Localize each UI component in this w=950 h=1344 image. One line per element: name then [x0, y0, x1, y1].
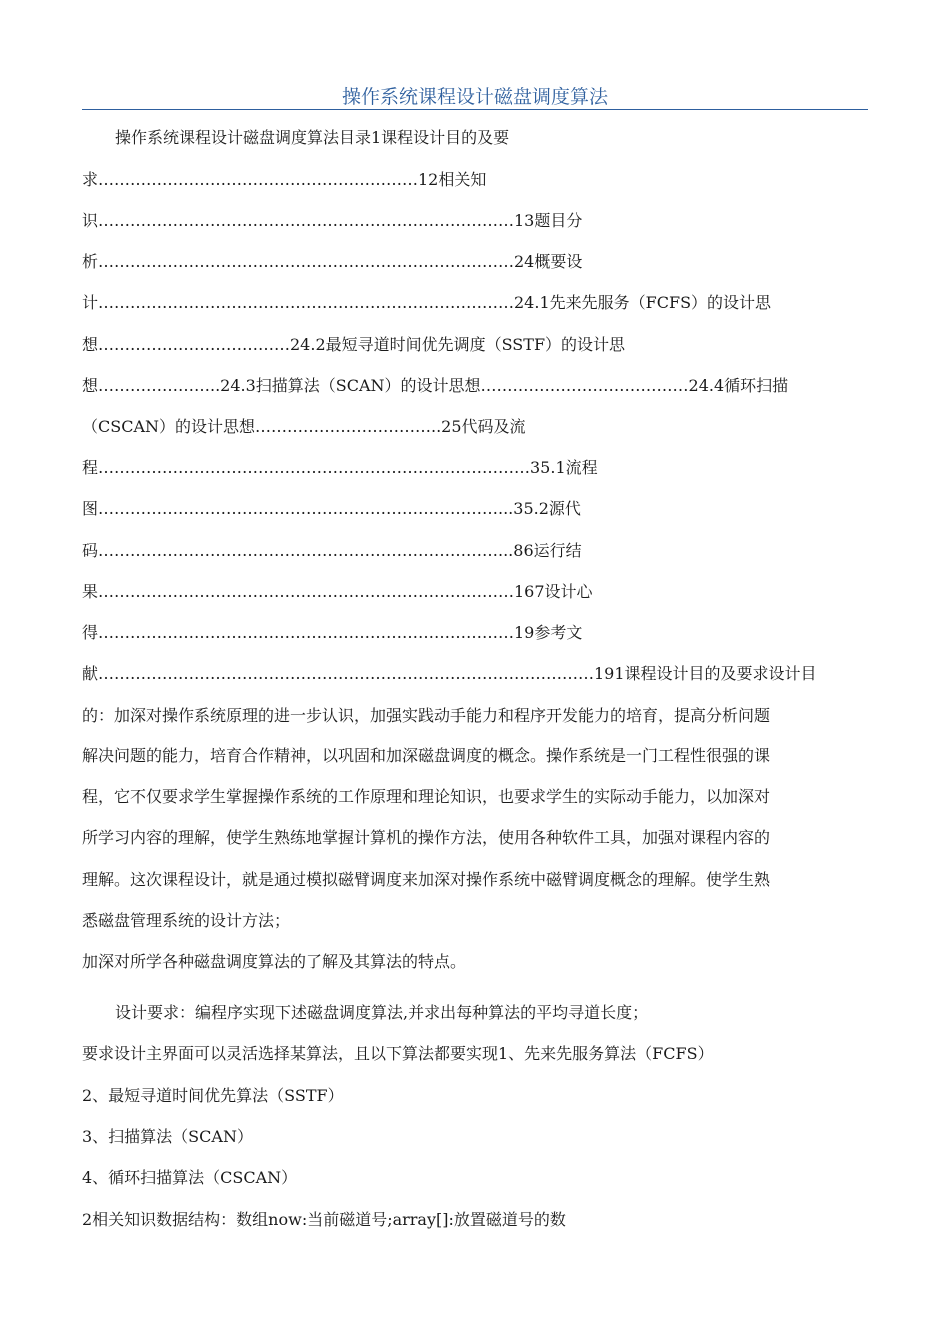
body-paragraph-line: 的：加深对操作系统原理的进一步认识，加强实践动手能力和程序开发能力的培育，提高分析问题: [82, 706, 771, 725]
toc-line: 操作系统课程设计磁盘调度算法目录1课程设计目的及要: [115, 128, 510, 147]
toc-line: 献…………………………………………………………………………………191课程设计目的及要求设计目: [82, 664, 817, 683]
toc-line: 析……………………………………………………………………24概要设: [82, 252, 583, 271]
toc-line: 果……………………………………………………………………167设计心: [82, 582, 593, 601]
toc-line: 计……………………………………………………………………24.1先来先服务（FCFS）的设计思: [82, 293, 772, 312]
toc-line: 图…………………………………………………………………...35.2源代: [82, 499, 581, 518]
requirement-item: 3、扫描算法（SCAN）: [82, 1127, 253, 1146]
requirement-line: 要求设计主界面可以灵活选择某算法，且以下算法都要实现1、先来先服务算法（FCFS）: [82, 1044, 714, 1063]
section-heading-line: 2相关知识数据结构：数组now:当前磁道号;array[]:放置磁道号的数: [82, 1210, 566, 1229]
requirement-item: 2、最短寻道时间优先算法（SSTF）: [82, 1086, 344, 1105]
body-paragraph-line: 悉磁盘管理系统的设计方法；: [82, 911, 291, 930]
body-paragraph-line: 所学习内容的理解，使学生熟练地掌握计算机的操作方法，使用各种软件工具，加强对课程内容的: [82, 828, 771, 847]
body-paragraph-line: 理解。这次课程设计，就是通过模拟磁臂调度来加深对操作系统中磁臂调度概念的理解。使学生熟: [82, 870, 771, 889]
document-title: 操作系统课程设计磁盘调度算法: [341, 86, 608, 108]
body-paragraph-line: 加深对所学各种磁盘调度算法的了解及其算法的特点。: [82, 952, 467, 971]
toc-line: 想…………………..24.3扫描算法（SCAN）的设计思想…………………………………24.4循环扫描: [82, 376, 789, 395]
toc-line: （CSCAN）的设计思想……………………………..25代码及流: [82, 417, 526, 436]
requirement-item: 4、循环扫描算法（CSCAN）: [82, 1168, 298, 1187]
toc-line: 求……………………………………………………12相关知: [82, 170, 487, 189]
toc-line: 码…………………………………………………………………...86运行结: [82, 541, 582, 560]
toc-line: 想………………………………24.2最短寻道时间优先调度（SSTF）的设计思: [82, 335, 626, 354]
title-underline: [82, 109, 868, 110]
body-paragraph-line: 程，它不仅要求学生掌握操作系统的工作原理和理论知识，也要求学生的实际动手能力，以加深对: [82, 787, 771, 806]
toc-line: 得……………………………………………………………………19参考文: [82, 623, 583, 642]
body-paragraph-line: 解决问题的能力，培育合作精神，以巩固和加深磁盘调度的概念。操作系统是一门工程性很强的课: [82, 746, 771, 765]
toc-line: 程………………………………………………………………………35.1流程: [82, 458, 598, 477]
toc-line: 识……………………………………………………………………13题目分: [82, 211, 583, 230]
requirement-line: 设计要求：编程序实现下述磁盘调度算法,并求出每种算法的平均寻道长度；: [115, 1003, 649, 1022]
